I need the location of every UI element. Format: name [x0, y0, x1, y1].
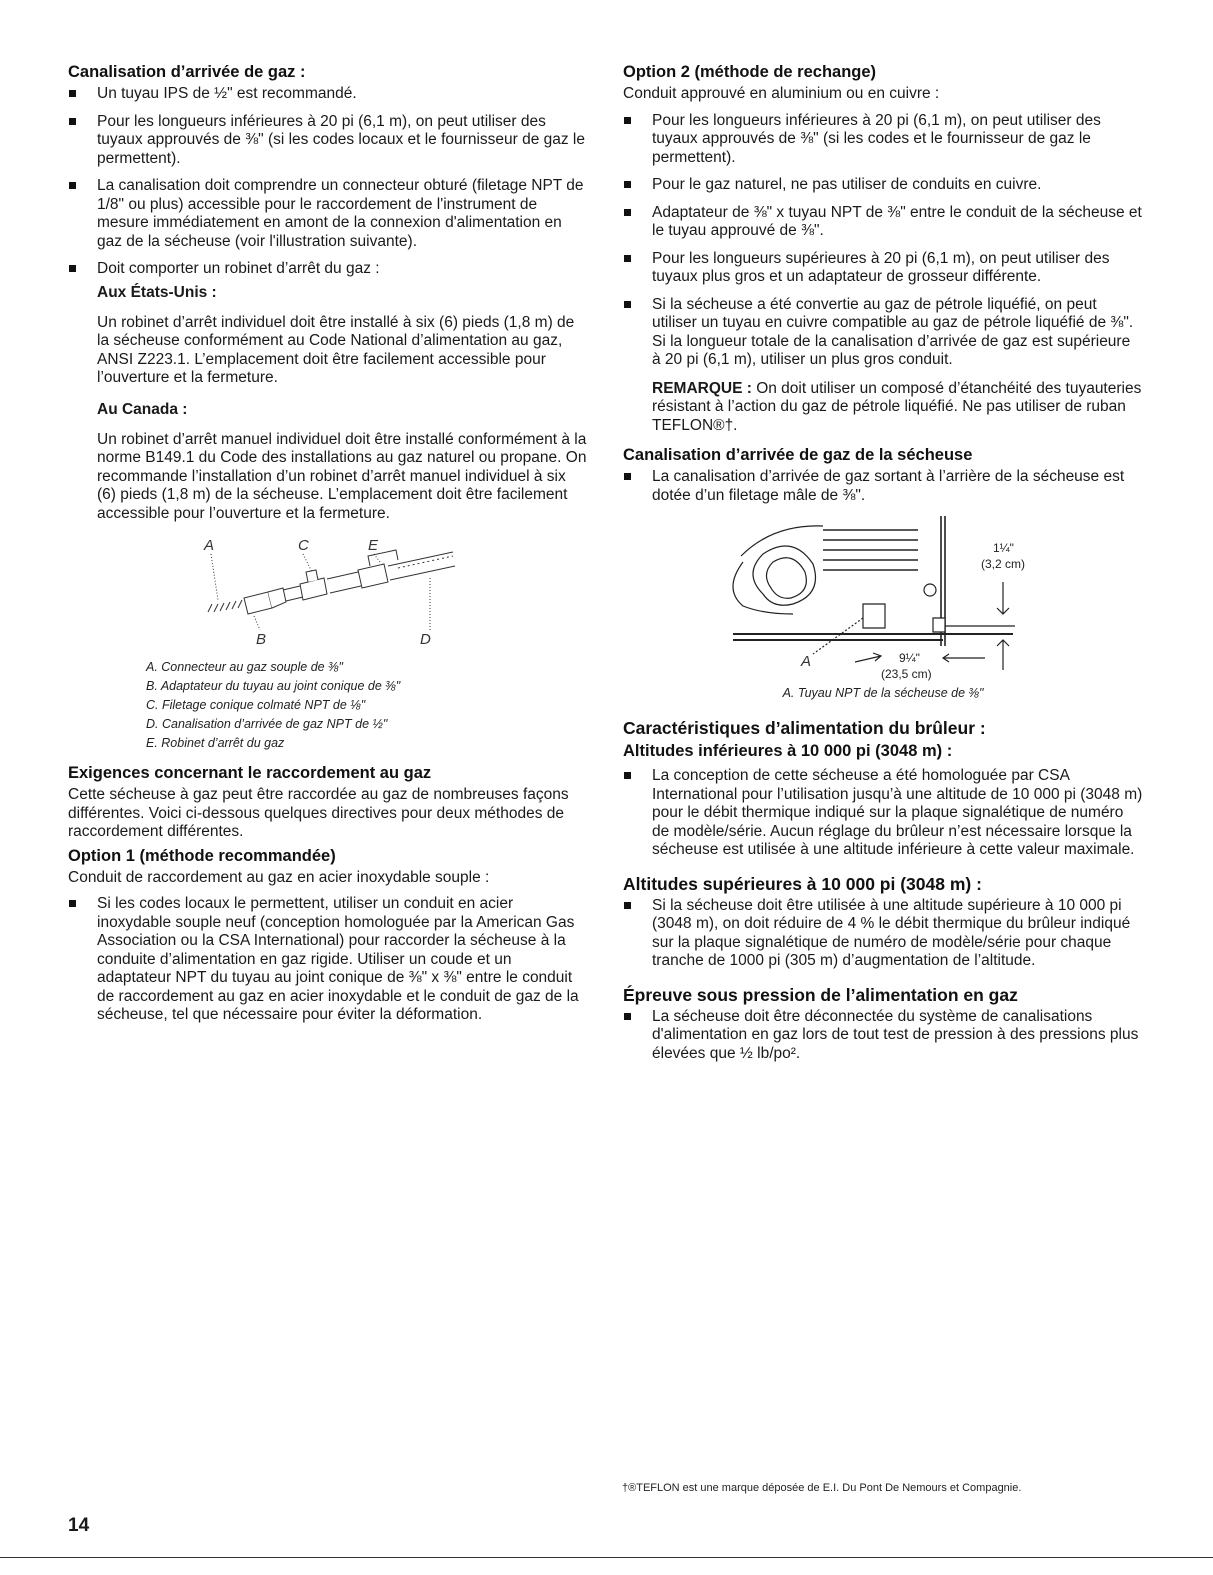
list-item: Si la sécheuse doit être utilisée à une altitude supérieure à 10 000 pi (3048 m), on doit réduire de 4 % le débit thermique du brûleur indiqué sur la plaque signalétique de numéro de modèle/série pour chaque tranche de 1000 pi (305 m) d’augmentation de l’altitude.	[623, 897, 1143, 971]
bullet-icon	[624, 255, 631, 262]
dim1-metric-label: (3,2 cm)	[981, 557, 1026, 571]
note-text: On doit utiliser un composé d’étanchéité des tuyauteries résistant à l’action du gaz de pétrole liquéfié. Ne pas utiliser de ruban TEFLON®†.	[652, 379, 1142, 434]
dryer-line-heading: Canalisation d’arrivée de gaz de la sécheuse	[623, 446, 973, 464]
legend-item: D. Canalisation d’arrivée de gaz NPT de ½"	[146, 717, 388, 731]
dryer-pipe-diagram	[623, 514, 1143, 684]
bullet-icon	[624, 181, 631, 188]
option1-heading: Option 1 (méthode recommandée)	[68, 846, 336, 865]
connection-diagram	[68, 532, 588, 650]
bullet-icon	[624, 902, 631, 909]
option2-heading: Option 2 (méthode de rechange)	[623, 63, 877, 81]
list-item: Si les codes locaux le permettent, utiliser un conduit en acier inoxydable souple neuf (conception homologuée par la American Gas Association ou la CSA International) pour raccorder la sécheuse à la conduite d’alimentation en gaz rigide. Utiliser un coude et un adaptateur NPT du tuyau au joint conique de ⅜" x ⅜" entre le conduit de raccordement au gaz en acier inoxydable et le conduit de gaz de la sécheuse, tel que nécessaire pour éviter la déformation.	[68, 895, 588, 1025]
list-item: Pour les longueurs inférieures à 20 pi (6,1 m), on peut utiliser des tuyaux approuvés de ⅜" (si les codes et le fournisseur de gaz le permettent).	[623, 112, 1143, 168]
label-e: E	[368, 537, 379, 554]
bullet-icon	[624, 772, 631, 779]
low-altitude-list	[623, 767, 1143, 860]
list-item: Si la sécheuse a été convertie au gaz de pétrole liquéfié, on peut utiliser un tuyau en cuivre compatible au gaz de pétrole liquéfié de ⅜". Si la longueur totale de la canalisation d’arrivée de gaz est supérieure à 20 pi (6,1 m), utiliser un plus gros conduit. REMARQUE : On doit utiliser un composé d’étanchéité des tuyauteries résistant à l’action du gaz de pétrole liquéfié. Ne pas utiliser de ruban TEFLON®†.	[623, 296, 1143, 436]
bullet-icon	[69, 265, 76, 272]
label-c: C	[298, 537, 309, 554]
dim1-label: 1¼"	[993, 541, 1014, 555]
dim2-label: 9¼"	[899, 651, 920, 665]
list-item: Pour les longueurs inférieures à 20 pi (6,1 m), on peut utiliser des tuyaux approuvés de ⅜" (si les codes locaux et le fournisseur de gaz le permettent).	[68, 113, 588, 169]
label-d: D	[420, 631, 431, 648]
dryer-line-list	[623, 468, 1143, 505]
label-a: A	[204, 537, 215, 554]
bullet-icon	[624, 1013, 631, 1020]
gas-line-heading: Canalisation d’arrivée de gaz :	[68, 63, 306, 81]
left-column	[68, 62, 588, 1034]
legend-item: A. Connecteur au gaz souple de ⅜"	[146, 660, 343, 674]
note-label: REMARQUE :	[652, 379, 752, 397]
legend-item: E. Robinet d’arrêt du gaz	[146, 736, 285, 750]
canada-text: Un robinet d’arrêt manuel individuel doit être installé conformément à la norme B149.1 du Code des installations au gaz naturel ou propane. On recommande l’installation d’un robinet d’arrêt manuel individuel à six (6) pieds (1,8 m) de la sécheuse. L’emplacement doit être facilement accessible pour l’ouverture et la fermeture.	[97, 430, 587, 522]
requirements-text: Cette sécheuse à gaz peut être raccordée au gaz de nombreuses façons différentes. Voici ci-dessous quelques directives pour deux méthodes de raccordement différentes.	[68, 786, 569, 840]
usa-text: Un robinet d’arrêt individuel doit être installé à six (6) pieds (1,8 m) de la sécheuse conformément au Code National d’alimentation au gaz, ANSI Z223.1. L’emplacement doit être facilement accessible pour l’ouverture et la fermeture.	[97, 313, 575, 386]
footnote: †®TEFLON est une marque déposée de E.I. Du Pont De Nemours et Compagnie.	[622, 1482, 1022, 1494]
pressure-list	[623, 1008, 1143, 1064]
note	[652, 380, 1143, 436]
list-item: Pour les longueurs supérieures à 20 pi (6,1 m), on peut utiliser des tuyaux plus gros et un adaptateur de grosseur différente.	[623, 250, 1143, 287]
option1-list	[68, 895, 588, 1025]
list-item: Adaptateur de ⅜" x tuyau NPT de ⅜" entre le conduit de la sécheuse et le tuyau approuvé de ⅜".	[623, 204, 1143, 241]
list-item: Un tuyau IPS de ½" est recommandé.	[68, 85, 588, 104]
dryer-pipe-caption: A. Tuyau NPT de la sécheuse de ⅜"	[782, 686, 984, 700]
bottom-rule	[0, 1557, 1213, 1558]
option2-intro: Conduit approuvé en aluminium ou en cuivre :	[623, 85, 940, 102]
list-item: Doit comporter un robinet d’arrêt du gaz : Aux États-Unis : Un robinet d’arrêt individuel doit être installé à six (6) pieds (1,8 m) de la sécheuse conformément au Code National d’alimentation au gaz, ANSI Z223.1. L’emplacement doit être facilement accessible pour l’ouverture et la fermeture. Au Canada : Un robinet d’arrêt manuel individuel doit être installé conformément à la norme B149.1 du Code des installations au gaz naturel ou propane. On recommande l’installation d’un robinet d’arrêt manuel individuel à six (6) pieds (1,8 m) de la sécheuse. L’emplacement doit être facilement accessible pour l’ouverture et la fermeture.	[68, 260, 588, 523]
label-b: B	[256, 631, 267, 648]
gas-line-list	[68, 85, 588, 523]
bullet-icon	[624, 117, 631, 124]
bullet-icon	[624, 209, 631, 216]
connection-figure	[68, 532, 588, 650]
bullet-icon	[624, 473, 631, 480]
list-item: Pour le gaz naturel, ne pas utiliser de conduits en cuivre.	[623, 176, 1143, 195]
page-number: 14	[68, 1515, 90, 1536]
burner-heading: Caractéristiques d’alimentation du brûleur :	[623, 718, 986, 738]
low-altitude-heading: Altitudes inférieures à 10 000 pi (3048 m) :	[623, 742, 953, 760]
right-column	[623, 62, 1143, 1072]
bullet-icon	[69, 118, 76, 125]
usa-heading: Aux États-Unis :	[97, 283, 217, 301]
high-altitude-heading: Altitudes supérieures à 10 000 pi (3048 m) :	[623, 873, 982, 894]
connection-legend	[146, 658, 588, 753]
label-a2: A	[801, 653, 812, 670]
bullet-icon	[624, 301, 631, 308]
list-item: La canalisation d’arrivée de gaz sortant à l’arrière de la sécheuse est dotée d’un filetage mâle de ⅜".	[623, 468, 1143, 505]
bullet-icon	[69, 90, 76, 97]
requirements-heading: Exigences concernant le raccordement au gaz	[68, 764, 432, 782]
option1-intro: Conduit de raccordement au gaz en acier inoxydable souple :	[68, 868, 490, 886]
bullet-icon	[69, 900, 76, 907]
list-item: La canalisation doit comprendre un connecteur obturé (filetage NPT de 1/8" ou plus) accessible pour le raccordement de l'instrument de mesure immédiatement en amont de la connexion d'alimentation en gaz de la sécheuse (voir l'illustration suivante).	[68, 177, 588, 251]
list-item: La conception de cette sécheuse a été homologuée par CSA International pour l’utilisation jusqu’à une altitude de 10 000 pi (3048 m) pour le débit thermique indiqué sur la plaque signalétique de numéro de modèle/série. Aucun réglage du brûleur n’est nécessaire lorsque la sécheuse est utilisée à une altitude inférieure à cette valeur maximale.	[623, 767, 1143, 860]
dryer-pipe-figure	[623, 514, 1143, 684]
pressure-heading: Épreuve sous pression de l’alimentation en gaz	[623, 984, 1018, 1005]
bullet-icon	[69, 182, 76, 189]
high-altitude-list	[623, 897, 1143, 971]
dim2-metric-label: (23,5 cm)	[881, 667, 932, 681]
list-item: La sécheuse doit être déconnectée du système de canalisations d'alimentation en gaz lors de tout test de pression à des pressions plus élevées que ½ lb/po².	[623, 1008, 1143, 1064]
legend-item: B. Adaptateur du tuyau au joint conique de ⅜"	[146, 679, 401, 693]
option2-list	[623, 112, 1143, 436]
shutoff-details	[97, 283, 588, 524]
canada-heading: Au Canada :	[97, 400, 188, 418]
legend-item: C. Filetage conique colmaté NPT de ⅛"	[146, 698, 366, 712]
